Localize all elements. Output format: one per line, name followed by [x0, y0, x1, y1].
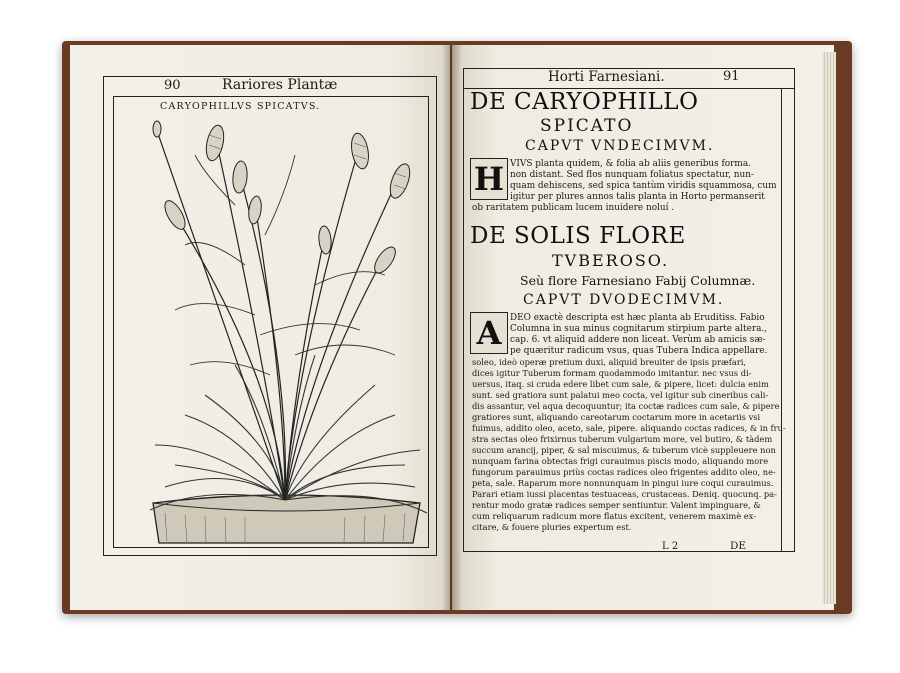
chapter11-text-end: [472, 203, 674, 214]
chapter12-title-line1: DE SOLIS FLORE: [470, 223, 686, 249]
chapter12-line: stra sectas oleo frixirnus tuberum vulgarium more, vel butiro, & tàdem: [472, 434, 773, 444]
chapter11-line: igitur per plures annos talis planta in Horto permanserit: [510, 192, 765, 202]
catchword: DE: [730, 540, 747, 552]
chapter12-line: sunt. sed gratiora sunt palatui meo cocta, vel igitur sub cineribus cali-: [472, 390, 769, 400]
chapter12-line: cap. 6. vt aliquid addere non liceat. Verùm ab amicis sæ-: [510, 335, 766, 345]
chapter12-subtitle: Seù flore Farnesiano Fabij Columnæ.: [520, 273, 756, 288]
chapter12-line: fungorum parauimus priùs coctas radices oleo frigentes addito oleo, ne-: [472, 467, 776, 477]
chapter12-caput: CAPVT DVODECIMVM.: [523, 292, 725, 308]
chapter12-line: fuimus, addito oleo, aceto, sale, pipere. aliquando coctas radices, & in fru-: [472, 423, 786, 433]
left-running-title: Rariores Plantæ: [222, 77, 338, 93]
signature-mark: L 2: [662, 541, 679, 552]
book-gutter: [442, 45, 462, 610]
chapter12-line: gratiores sunt, aliquando careotarum coctarum more in acetariis vsi: [472, 412, 761, 422]
chapter12-title-line2: TVBEROSO.: [552, 251, 670, 270]
chapter12-line: uersus, itaq. si cruda edere libet cum sale, & pipere, licet: dulcia enim: [472, 379, 769, 389]
chapter12-line: nunquam farina obtectas frigi curauimus piscis modo, aliquando more: [472, 456, 769, 466]
right-running-title: Horti Farnesiani.: [548, 69, 665, 85]
chapter12-line: citare, & fouere pluries expertum est.: [472, 522, 632, 532]
chapter11-line: ob raritatem publicam lucem inuidere noluí .: [472, 203, 675, 213]
left-page-number: 90: [164, 78, 181, 93]
chapter12-text-indent: [510, 313, 767, 357]
chapter12-line: DEO exactè descripta est hæc planta ab Eruditiss. Fabio: [510, 313, 765, 323]
chapter12-line: rentur modo gratæ radices semper sentiuntur. Valent impinguare, &: [472, 500, 761, 510]
chapter12-line: Columna in sua minus cognitarum stirpium parte altera.,: [510, 324, 768, 334]
chapter12-line: succum arancij, piper, & sal miscuimus, & tuberum vicè suppleuere non: [472, 445, 776, 455]
chapter11-line: quam dehiscens, sed spica tantùm viridis squammosa, cum: [510, 181, 777, 191]
chapter12-line: dis assantur, vel aqua decoquuntur; ita coctæ radices cum sale, & pipere: [472, 401, 780, 411]
chapter11-caput: CAPVT VNDECIMVM.: [525, 138, 715, 154]
chapter11-title-line1: DE CARYOPHILLO: [470, 89, 699, 115]
chapter12-text: [472, 357, 786, 533]
chapter12-line: cum reliquarum radicum more flatus excitent, venerem maximè ex-: [472, 511, 757, 521]
page-edges: [822, 52, 836, 604]
chapter12-line: peta, sale. Raparum more nonnunquam in pingui iure coqui curauimus.: [472, 478, 774, 488]
plant-engraving: [145, 115, 430, 545]
chapter12-line: dices igitur Tuberum formam quodammodo imitantur. nec vsus di-: [472, 368, 752, 378]
chapter11-text: [510, 159, 777, 203]
plate-label: CARYOPHILLVS SPICATVS.: [160, 101, 321, 112]
chapter12-line: pe quæritur radicum vsus, quas Tubera Indica appellare.: [510, 346, 768, 356]
chapter11-line: VIVS planta quidem, & folia ab aliis generibus forma.: [510, 159, 751, 169]
chapter11-title-line2: SPICATO: [540, 116, 634, 136]
chapter11-line: non distant. Sed flos nunquam foliatus spectatur, nun-: [510, 170, 754, 180]
chapter12-line: Parari etiam iussi placentas testuaceas, crustaceas. Deniq. quocunq. pa-: [472, 489, 777, 499]
chapter12-dropcap: A: [470, 312, 508, 354]
chapter12-line: soleo, ideò operæ pretium duxi, aliquid breuiter de ipsis præfari,: [472, 357, 747, 367]
right-page-number: 91: [723, 69, 740, 84]
chapter11-dropcap: H: [470, 158, 508, 200]
